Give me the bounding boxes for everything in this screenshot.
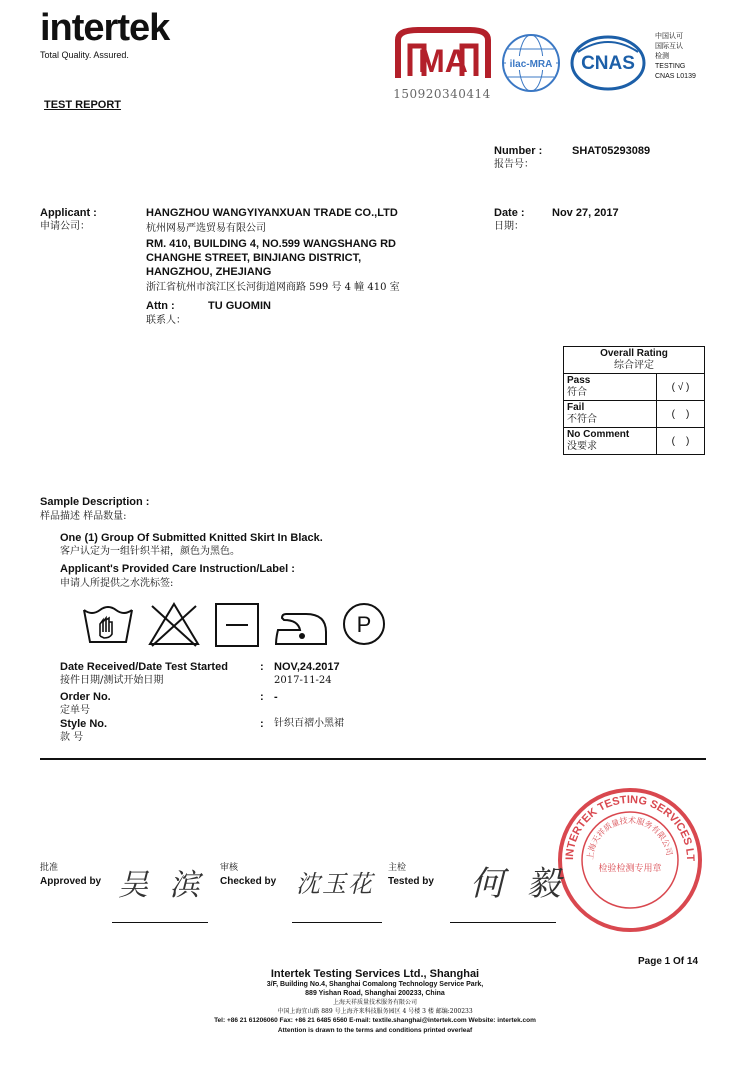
cma-logo-icon — [388, 26, 496, 88]
number-value: SHAT05293089 — [572, 145, 651, 157]
footer-line-3: 上海天祥质量技术服务有限公司 — [332, 999, 417, 1006]
svg-text:P: P — [356, 612, 372, 637]
report-title: TEST REPORT — [44, 99, 122, 111]
no-comment-checkbox: ( ) — [657, 428, 705, 455]
tested-signature: 何 毅 — [470, 864, 567, 904]
svg-text:ilac-MRA: ilac-MRA — [509, 59, 553, 70]
logo-tagline: Total Quality. Assured. — [40, 50, 129, 60]
cma-mark — [388, 26, 496, 101]
signature-tested: 主检 Tested by — [388, 863, 434, 887]
rating-row-fail: Fail 不符合 ( ) — [564, 401, 705, 428]
svg-text:INTERTEK TESTING SERVICES LTD.: INTERTEK TESTING SERVICES LT — [563, 793, 697, 862]
detail-row-date: Date Received/Date Test Started 接件日期/测试开始日期 : NOV,24.2017 2017-11-24 — [60, 661, 340, 686]
address-line-1: RM. 410, BUILDING 4, NO.599 WANGSHANG RD — [146, 238, 396, 250]
attn-value: TU GUOMIN — [208, 300, 271, 312]
fail-checkbox: ( ) — [657, 401, 705, 428]
footer-line-4: 中国上海宜山路 889 号上海齐来科技服务园区 4 号楼 3 楼 邮编:200233 — [277, 1008, 473, 1015]
rating-row-no-comment: No Comment 没要求 ( ) — [564, 428, 705, 455]
cnas-emblem-icon — [570, 34, 648, 92]
stamp-seal-icon — [555, 785, 705, 935]
attn-label-zh: 联系人： — [146, 315, 186, 326]
page-number: Page 1 Of 14 — [638, 956, 699, 967]
cma-number: 150920340414 — [393, 87, 491, 101]
details-block — [60, 660, 480, 747]
number-label-zh: 报告号： — [494, 159, 534, 170]
applicant-block — [146, 206, 486, 327]
footer-line-2: 889 Yishan Road, Shanghai 200233, China — [305, 990, 445, 997]
date-label: Date : — [494, 207, 525, 219]
care-label-title-zh: 申请人所提供之水洗标签: — [60, 578, 174, 589]
rating-title: Overall Rating — [600, 348, 668, 359]
svg-text:检验检测专用章: 检验检测专用章 — [598, 864, 662, 874]
rating-title-zh: 综合评定 — [614, 360, 654, 371]
ilac-globe-icon — [500, 32, 562, 94]
svg-text:上海天祥质量技术服务有限公司: 上海天祥质量技术服务有限公司 — [585, 815, 674, 861]
applicant-name: HANGZHOU WANGYIYANXUAN TRADE CO.,LTD — [146, 207, 398, 219]
cnas-logo — [570, 34, 648, 97]
intertek-logo — [40, 8, 169, 60]
address-zh: 浙江省杭州市滨江区长河街道网商路 599 号 4 幢 410 室 — [146, 282, 400, 293]
care-label-title: Applicant's Provided Care Instruction/Label : — [60, 563, 295, 575]
applicant-name-zh: 杭州网易严选贸易有限公司 — [146, 223, 266, 234]
checked-signature: 沈玉花 — [296, 870, 374, 898]
sample-desc-zh: 客户认定为一组针织半裙，颜色为黑色。 — [60, 546, 240, 557]
iron-low-icon — [272, 602, 330, 648]
section-divider — [40, 758, 706, 760]
approved-signature: 吴 滨 — [118, 868, 206, 903]
footer-line-6: Attention is drawn to the terms and conditions printed overleaf — [277, 1027, 473, 1034]
ilac-mra-logo — [500, 32, 562, 99]
date-value: Nov 27, 2017 — [552, 207, 619, 219]
detail-row-order: Order No. 定单号 : - — [60, 691, 278, 716]
do-not-bleach-icon — [146, 600, 202, 648]
approved-sign-line — [112, 922, 208, 923]
signature-approved: 批准 Approved by — [40, 863, 102, 887]
cma-text: MA — [418, 43, 468, 79]
care-symbols — [80, 600, 400, 650]
date-label-zh: 日期： — [494, 221, 524, 232]
sample-label: Sample Description : — [40, 496, 150, 508]
overall-rating-table — [563, 346, 705, 455]
applicant-label: Applicant : — [40, 207, 97, 219]
footer-line-1: 3/F, Building No.4, Shanghai Comalong Technology Service Park, — [266, 981, 484, 988]
dry-flat-icon — [214, 602, 260, 648]
footer — [0, 968, 750, 1035]
company-stamp — [555, 785, 705, 940]
number-label: Number : — [494, 145, 543, 157]
address-line-3: HANGZHOU, ZHEJIANG — [146, 266, 272, 278]
dry-clean-p-icon — [342, 602, 386, 646]
attn-label: Attn : — [146, 300, 175, 312]
address-line-2: CHANGHE STREET, BINJIANG DISTRICT, — [146, 252, 362, 264]
rating-row-pass: Pass 符合 ( √ ) — [564, 374, 705, 401]
footer-line-5: Tel: +86 21 61206060 Fax: +86 21 6485 6560 E-mail: textile.shanghai@intertek.com Website: intertek.com — [214, 1017, 536, 1024]
svg-text:CNAS: CNAS — [581, 53, 635, 74]
footer-company: Intertek Testing Services Ltd., Shanghai — [270, 968, 480, 980]
checked-sign-line — [292, 922, 382, 923]
pass-checkbox: ( √ ) — [657, 374, 705, 401]
sample-label-zh: 样品描述 样品数量: — [40, 511, 127, 522]
detail-row-style: Style No. 款 号 : 针织百褶小黑裙 — [60, 718, 344, 743]
applicant-label-zh: 申请公司： — [40, 221, 90, 232]
logo-text: intertek — [40, 7, 170, 49]
hand-wash-icon — [80, 600, 136, 648]
cnas-side-text: 中国认可 国际互认 检测 TESTING CNAS L0139 — [655, 33, 696, 80]
sample-desc: One (1) Group Of Submitted Knitted Skirt In Black. — [60, 532, 323, 544]
tested-sign-line — [450, 922, 556, 923]
signature-checked: 审核 Checked by — [220, 863, 277, 887]
